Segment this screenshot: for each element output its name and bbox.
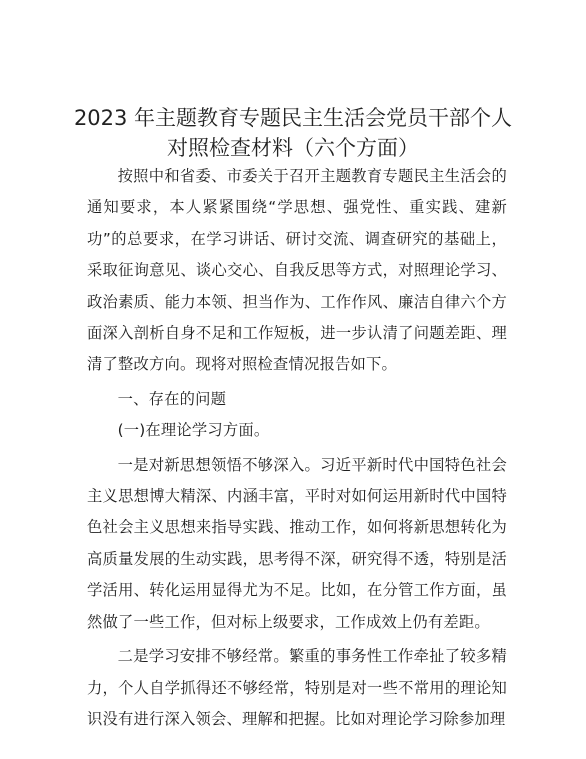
intro-paragraph: 按照中和省委、市委关于召开主题教育专题民主生活会的通知要求，本人紧紧围绕“学思想、强党性、重实践、建新功”的总要求，在学习讲话、研讨交流、调查研究的基础上，采取征询意见、谈心交心、自我反思等方式，对照理论学习、政治素质、能力本领、担当作为、工作作风、廉洁自律六个方面深入剖析自身不足和工作短板，进一步认清了问题差距、理清了整改方向。现将对照检查情况报告如下。 (87, 167, 507, 374)
document-title-line-2: 对照检查材料（六个方面） (167, 136, 419, 160)
body-paragraph-1: 一是对新思想领悟不够深入。习近平新时代中国特色社会主义思想博大精深、内涵丰富，平时对如何运用新时代中国特色社会主义思想来指导实践、推动工作，如何将新思想转化为高质量发展的生动实践，思考得不深，研究得不透，特别是活学活用、转化运用显得尤为不足。比如，在分管工作方面，虽然做了一些工作，但对标上级要求，工作成效上仍有差距。 (87, 455, 507, 631)
body-paragraph-2: 二是学习安排不够经常。繁重的事务性工作牵扯了较多精力，个人自学抓得还不够经常，特别是对一些不常用的理论知识没有进行深入领会、理解和把握。比如对理论学习除参加理 (87, 647, 507, 728)
subsection-heading: (一)在理论学习方面。 (117, 421, 270, 440)
document-title-line-1: 2023 年主题教育专题民主生活会党员干部个人 (73, 106, 513, 130)
document-body (87, 161, 507, 735)
section-heading: 一、存在的问题 (117, 389, 227, 408)
